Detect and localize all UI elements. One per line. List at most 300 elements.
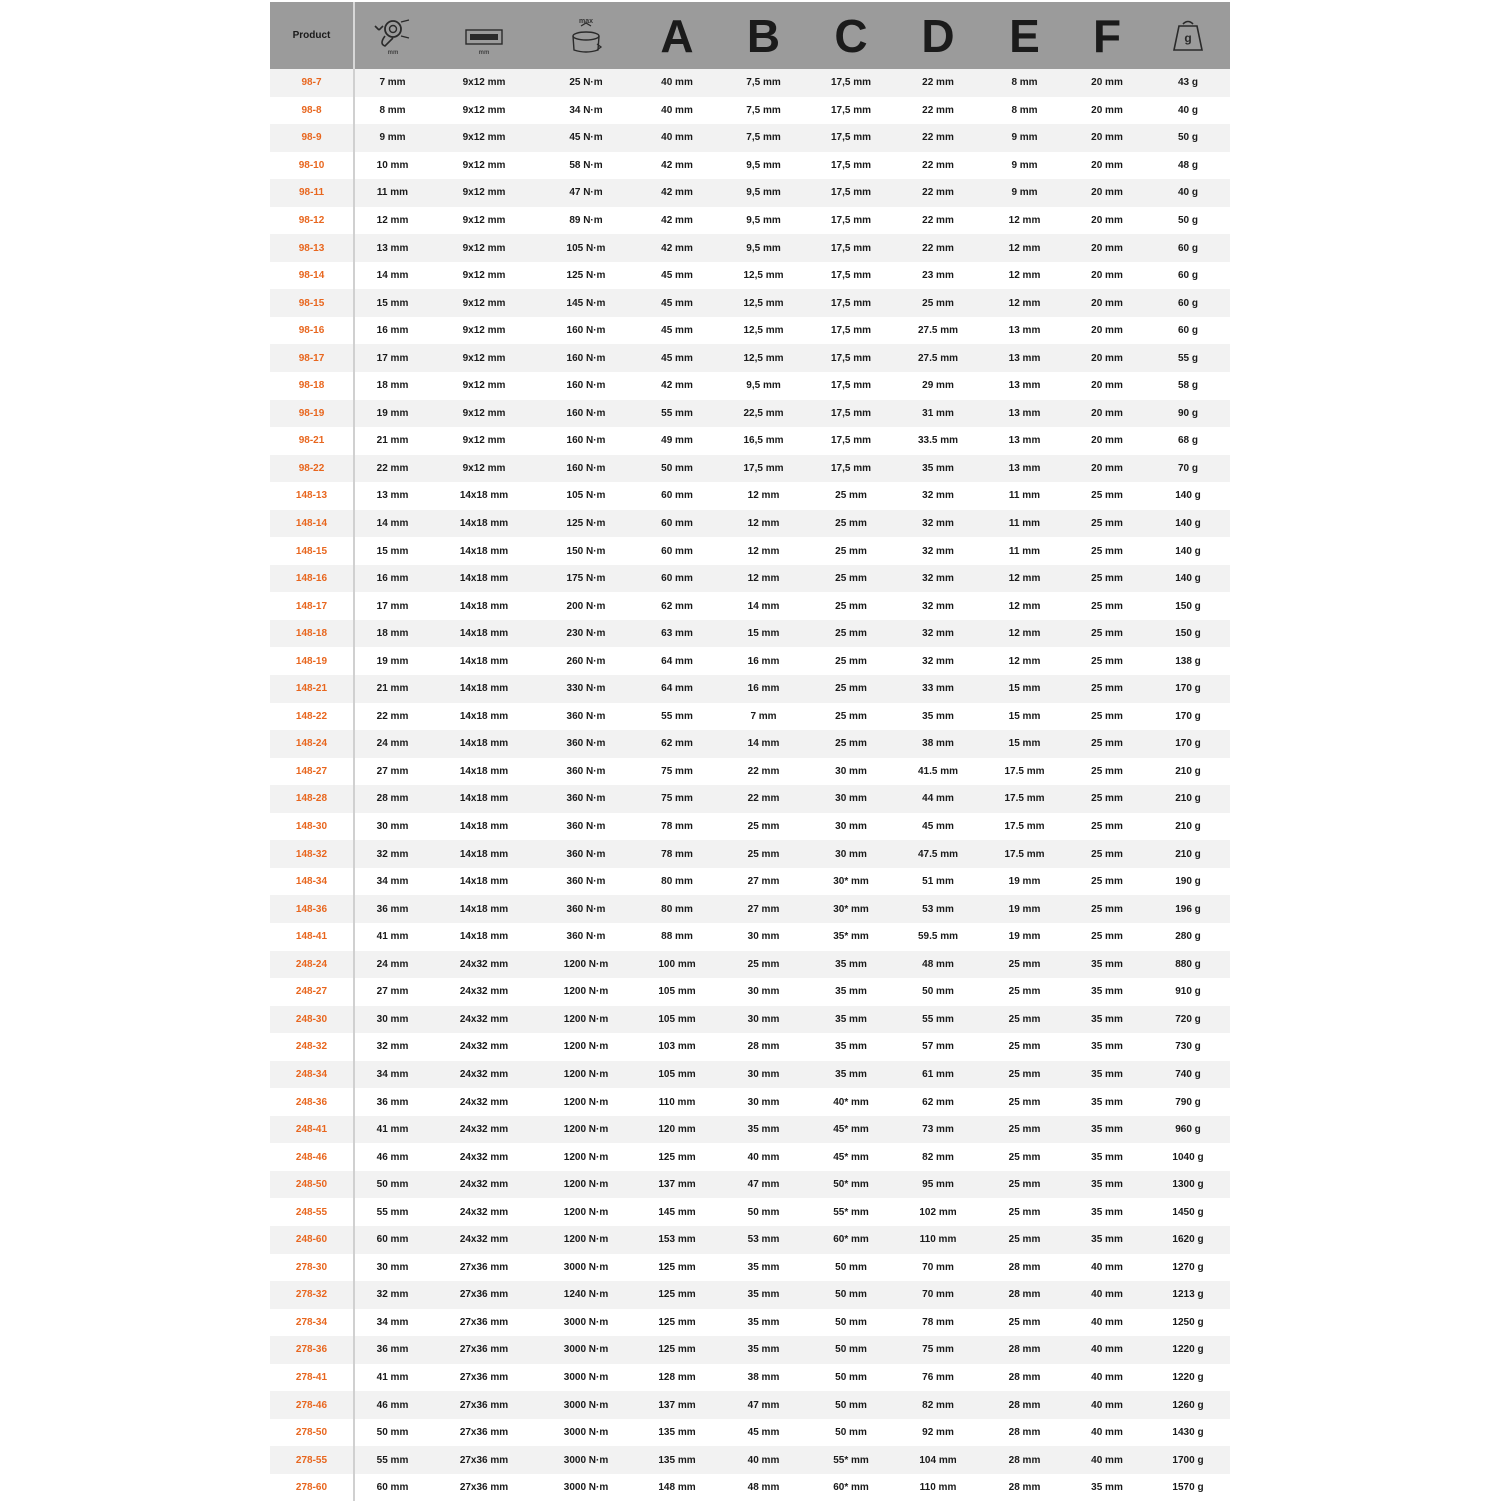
dim-e-cell: 28 mm — [1008, 1261, 1041, 1273]
square-drive-cell: 14x18 mm — [459, 793, 509, 805]
max-torque-cell: 160 N·m — [566, 435, 606, 447]
dim-a-cell: 40 mm — [661, 77, 693, 89]
dim-c-cell: 17,5 mm — [830, 242, 872, 254]
dim-c-cell: 17,5 mm — [830, 104, 872, 116]
dim-f-cell: 35 mm — [1091, 1234, 1123, 1246]
spec-table — [270, 2, 1231, 1501]
square-drive-cell: 24x32 mm — [459, 986, 509, 998]
square-drive-cell: 27x36 mm — [459, 1289, 509, 1301]
dim-c-cell: 50 mm — [835, 1344, 867, 1356]
table-row — [270, 537, 1230, 565]
dim-d-cell: 47.5 mm — [917, 848, 959, 860]
square-drive-cell: 9x12 mm — [462, 159, 506, 171]
product-code-cell: 278-55 — [270, 1446, 354, 1474]
product-code-cell: 148-17 — [270, 592, 354, 620]
max-torque-cell: 1200 N·m — [563, 1206, 609, 1218]
dim-b-cell: 30 mm — [747, 1013, 780, 1025]
dim-c-cell: 35 mm — [835, 1013, 867, 1025]
table-row — [270, 895, 1230, 923]
table-row — [270, 1171, 1230, 1199]
dim-f-cell: 35 mm — [1091, 1206, 1123, 1218]
drive-unit-label: mm — [478, 49, 490, 56]
dim-d-cell: 22 mm — [922, 104, 954, 116]
dim-c-cell: 25 mm — [835, 738, 867, 750]
table-body — [270, 69, 1230, 1501]
dim-f-cell: 20 mm — [1091, 77, 1123, 89]
column-header-c: C — [834, 9, 868, 62]
product-code-cell: 278-30 — [270, 1254, 354, 1282]
dim-a-cell: 100 mm — [658, 958, 696, 970]
dim-e-cell: 25 mm — [1008, 1041, 1041, 1053]
dim-e-cell: 12 mm — [1008, 655, 1041, 667]
dim-f-cell: 25 mm — [1091, 600, 1123, 612]
table-row — [270, 840, 1230, 868]
dim-d-cell: 110 mm — [919, 1482, 957, 1494]
max-torque-cell: 175 N·m — [566, 573, 606, 585]
dim-c-cell: 25 mm — [835, 683, 867, 695]
dim-b-cell: 38 mm — [747, 1371, 780, 1383]
table-row — [270, 592, 1230, 620]
dim-b-cell: 7,5 mm — [746, 104, 781, 116]
dim-f-cell: 25 mm — [1091, 931, 1123, 943]
table-row — [270, 455, 1230, 483]
dim-a-cell: 125 mm — [658, 1151, 696, 1163]
dim-f-cell: 35 mm — [1091, 1041, 1123, 1053]
dim-e-cell: 11 mm — [1008, 490, 1041, 502]
dim-d-cell: 32 mm — [922, 628, 954, 640]
max-torque-cell: 360 N·m — [566, 793, 606, 805]
dim-f-cell: 25 mm — [1091, 876, 1123, 888]
dim-e-cell: 25 mm — [1008, 1096, 1041, 1108]
dim-d-cell: 104 mm — [919, 1454, 957, 1466]
dim-c-cell: 35 mm — [835, 986, 867, 998]
dim-c-cell: 35 mm — [835, 1041, 867, 1053]
square-drive-cell: 14x18 mm — [459, 738, 509, 750]
opening-size-cell: 19 mm — [376, 655, 409, 667]
dim-a-cell: 60 mm — [661, 518, 693, 530]
dim-c-cell: 45* mm — [833, 1124, 869, 1136]
table-row — [270, 785, 1230, 813]
dim-b-cell: 12,5 mm — [743, 297, 784, 309]
opening-size-cell: 13 mm — [376, 490, 409, 502]
opening-size-cell: 16 mm — [376, 573, 409, 585]
dim-e-cell: 28 mm — [1008, 1482, 1041, 1494]
dim-f-cell: 25 mm — [1091, 738, 1123, 750]
dim-d-cell: 22 mm — [922, 77, 954, 89]
dim-e-cell: 25 mm — [1008, 1179, 1041, 1191]
table-row — [270, 1474, 1230, 1501]
dim-a-cell: 40 mm — [661, 132, 693, 144]
table-header — [270, 2, 1230, 69]
opening-unit-label: mm — [387, 49, 398, 56]
table-row — [270, 565, 1230, 593]
square-drive-cell: 14x18 mm — [459, 600, 509, 612]
max-torque-cell: 125 N·m — [566, 518, 606, 530]
dim-a-cell: 125 mm — [658, 1344, 696, 1356]
opening-size-cell: 41 mm — [376, 1371, 409, 1383]
dim-e-cell: 9 mm — [1011, 132, 1038, 144]
dim-d-cell: 70 mm — [922, 1289, 954, 1301]
dim-a-cell: 64 mm — [661, 655, 693, 667]
square-drive-cell: 14x18 mm — [459, 765, 509, 777]
square-drive-cell: 14x18 mm — [459, 655, 509, 667]
weight-cell: 1270 g — [1172, 1261, 1204, 1273]
weight-cell: 1220 g — [1172, 1371, 1204, 1383]
dim-f-cell: 35 mm — [1091, 1096, 1123, 1108]
dim-e-cell: 13 mm — [1008, 462, 1041, 474]
table-row — [270, 344, 1230, 372]
square-drive-cell: 24x32 mm — [459, 1013, 509, 1025]
weight-cell: 1570 g — [1172, 1482, 1204, 1494]
dim-e-cell: 19 mm — [1008, 876, 1041, 888]
dim-c-cell: 17,5 mm — [830, 325, 872, 337]
opening-size-cell: 19 mm — [376, 407, 409, 419]
dim-d-cell: 32 mm — [922, 573, 954, 585]
table-row — [270, 758, 1230, 786]
table-row — [270, 179, 1230, 207]
dim-a-cell: 42 mm — [661, 242, 693, 254]
table-row — [270, 1088, 1230, 1116]
dim-b-cell: 28 mm — [747, 1041, 780, 1053]
dim-c-cell: 30 mm — [835, 821, 867, 833]
dim-b-cell: 17,5 mm — [743, 462, 784, 474]
dim-c-cell: 50 mm — [835, 1399, 867, 1411]
product-code-cell: 148-16 — [270, 565, 354, 593]
table-row — [270, 813, 1230, 841]
product-code-cell: 148-34 — [270, 868, 354, 896]
dim-b-cell: 15 mm — [747, 628, 780, 640]
dim-e-cell: 12 mm — [1008, 297, 1041, 309]
dim-d-cell: 48 mm — [922, 958, 954, 970]
dim-b-cell: 22,5 mm — [743, 407, 784, 419]
dim-c-cell: 30 mm — [835, 848, 867, 860]
opening-size-cell: 34 mm — [376, 876, 409, 888]
product-code-cell: 278-34 — [270, 1309, 354, 1337]
max-torque-cell: 260 N·m — [566, 655, 606, 667]
weight-cell: 170 g — [1175, 683, 1201, 695]
dim-f-cell: 35 mm — [1091, 1013, 1123, 1025]
table-row — [270, 97, 1230, 125]
dim-b-cell: 25 mm — [747, 821, 780, 833]
dim-b-cell: 12 mm — [747, 545, 780, 557]
dim-b-cell: 12 mm — [747, 518, 780, 530]
square-drive-cell: 9x12 mm — [462, 352, 506, 364]
square-drive-cell: 9x12 mm — [462, 270, 506, 282]
dim-b-cell: 16 mm — [747, 655, 780, 667]
weight-cell: 210 g — [1175, 765, 1201, 777]
square-drive-cell: 9x12 mm — [462, 132, 506, 144]
product-code-cell: 98-18 — [270, 372, 354, 400]
max-torque-cell: 1200 N·m — [563, 1068, 609, 1080]
table-row — [270, 730, 1230, 758]
max-torque-cell: 125 N·m — [566, 270, 606, 282]
dim-b-cell: 22 mm — [747, 765, 780, 777]
dim-a-cell: 49 mm — [661, 435, 693, 447]
dim-d-cell: 44 mm — [922, 793, 954, 805]
max-torque-cell: 230 N·m — [566, 628, 606, 640]
dim-b-cell: 7 mm — [750, 710, 777, 722]
max-torque-cell: 1200 N·m — [563, 986, 609, 998]
weight-cell: 1700 g — [1172, 1454, 1204, 1466]
dim-e-cell: 19 mm — [1008, 931, 1041, 943]
dim-e-cell: 12 mm — [1008, 573, 1041, 585]
square-drive-cell: 14x18 mm — [459, 490, 509, 502]
dim-d-cell: 33 mm — [922, 683, 954, 695]
weight-cell: 43 g — [1177, 77, 1198, 89]
dim-f-cell: 25 mm — [1091, 655, 1123, 667]
dim-b-cell: 35 mm — [747, 1261, 780, 1273]
square-drive-cell: 9x12 mm — [462, 104, 506, 116]
square-drive-cell: 14x18 mm — [459, 545, 509, 557]
product-code-cell: 98-21 — [270, 427, 354, 455]
table-row — [270, 1143, 1230, 1171]
opening-size-cell: 55 mm — [376, 1206, 409, 1218]
max-torque-cell: 3000 N·m — [563, 1316, 609, 1328]
square-drive-cell: 24x32 mm — [459, 1124, 509, 1136]
table-row — [270, 1446, 1230, 1474]
dim-c-cell: 17,5 mm — [830, 380, 872, 392]
dim-c-cell: 50 mm — [835, 1289, 867, 1301]
dim-f-cell: 35 mm — [1091, 1068, 1123, 1080]
dim-b-cell: 25 mm — [747, 848, 780, 860]
table-row — [270, 124, 1230, 152]
square-drive-cell: 24x32 mm — [459, 1234, 509, 1246]
square-drive-cell: 27x36 mm — [459, 1316, 509, 1328]
product-code-cell: 148-36 — [270, 895, 354, 923]
dim-a-cell: 135 mm — [658, 1427, 696, 1439]
dim-a-cell: 60 mm — [661, 545, 693, 557]
table-row — [270, 1281, 1230, 1309]
dim-b-cell: 50 mm — [747, 1206, 780, 1218]
weight-cell: 170 g — [1175, 710, 1201, 722]
square-drive-cell: 14x18 mm — [459, 710, 509, 722]
square-drive-cell: 9x12 mm — [462, 187, 506, 199]
max-torque-cell: 3000 N·m — [563, 1399, 609, 1411]
dim-c-cell: 30 mm — [835, 765, 867, 777]
dim-a-cell: 80 mm — [661, 876, 693, 888]
weight-cell: 960 g — [1175, 1124, 1201, 1136]
weight-cell: 210 g — [1175, 848, 1201, 860]
dim-d-cell: 95 mm — [922, 1179, 954, 1191]
table-row — [270, 1033, 1230, 1061]
opening-size-cell: 27 mm — [376, 765, 409, 777]
max-torque-cell: 3000 N·m — [563, 1454, 609, 1466]
square-drive-cell: 24x32 mm — [459, 1068, 509, 1080]
weight-cell: 90 g — [1177, 407, 1198, 419]
weight-cell: 1430 g — [1172, 1427, 1204, 1439]
opening-size-cell: 36 mm — [376, 903, 409, 915]
dim-f-cell: 20 mm — [1091, 159, 1123, 171]
dim-c-cell: 25 mm — [835, 518, 867, 530]
opening-size-cell: 7 mm — [379, 77, 406, 89]
dim-c-cell: 45* mm — [833, 1151, 869, 1163]
max-torque-cell: 360 N·m — [566, 903, 606, 915]
opening-size-cell: 9 mm — [379, 132, 406, 144]
product-code-cell: 148-13 — [270, 482, 354, 510]
weight-cell: 280 g — [1175, 931, 1201, 943]
square-drive-cell: 9x12 mm — [462, 77, 506, 89]
dim-d-cell: 82 mm — [922, 1399, 954, 1411]
dim-c-cell: 17,5 mm — [830, 297, 872, 309]
dim-c-cell: 25 mm — [835, 600, 867, 612]
product-code-cell: 248-55 — [270, 1198, 354, 1226]
dim-e-cell: 8 mm — [1011, 104, 1038, 116]
dim-f-cell: 40 mm — [1091, 1261, 1123, 1273]
weight-cell: 140 g — [1175, 573, 1201, 585]
table-row — [270, 317, 1230, 345]
dim-b-cell: 35 mm — [747, 1316, 780, 1328]
dim-e-cell: 28 mm — [1008, 1399, 1041, 1411]
dim-b-cell: 14 mm — [747, 600, 780, 612]
weight-cell: 1620 g — [1172, 1234, 1204, 1246]
dim-e-cell: 12 mm — [1008, 215, 1041, 226]
dim-c-cell: 50 mm — [835, 1261, 867, 1273]
dim-e-cell: 12 mm — [1008, 270, 1041, 282]
max-torque-cell: 160 N·m — [566, 325, 606, 337]
dim-f-cell: 40 mm — [1091, 1316, 1123, 1328]
dim-c-cell: 60* mm — [833, 1234, 869, 1246]
square-drive-cell: 27x36 mm — [459, 1399, 509, 1411]
dim-f-cell: 35 mm — [1091, 1482, 1123, 1494]
dim-b-cell: 47 mm — [747, 1179, 780, 1191]
dim-b-cell: 12 mm — [747, 573, 780, 585]
max-torque-cell: 3000 N·m — [563, 1261, 609, 1273]
dim-d-cell: 32 mm — [922, 655, 954, 667]
table-row — [270, 675, 1230, 703]
dim-a-cell: 42 mm — [661, 187, 693, 199]
opening-size-cell: 18 mm — [376, 628, 409, 640]
dim-b-cell: 53 mm — [747, 1234, 780, 1246]
weight-cell: 48 g — [1177, 159, 1198, 171]
weight-cell: 1040 g — [1172, 1151, 1204, 1163]
weight-cell: 140 g — [1175, 518, 1201, 530]
dim-c-cell: 50 mm — [835, 1316, 867, 1328]
dim-e-cell: 12 mm — [1008, 628, 1041, 640]
dim-d-cell: 22 mm — [922, 215, 954, 226]
dim-b-cell: 12,5 mm — [743, 325, 784, 337]
table-row — [270, 703, 1230, 731]
dim-e-cell: 15 mm — [1008, 710, 1041, 722]
dim-d-cell: 57 mm — [922, 1041, 954, 1053]
opening-size-cell: 24 mm — [376, 738, 409, 750]
dim-b-cell: 9,5 mm — [746, 380, 781, 392]
square-drive-cell: 14x18 mm — [459, 931, 509, 943]
max-torque-cell: 200 N·m — [566, 600, 606, 612]
weight-cell: 170 g — [1175, 738, 1201, 750]
table-row — [270, 400, 1230, 428]
weight-cell: 1300 g — [1172, 1179, 1204, 1191]
dim-c-cell: 50 mm — [835, 1427, 867, 1439]
dim-c-cell: 35 mm — [835, 1068, 867, 1080]
dim-b-cell: 7,5 mm — [746, 132, 781, 144]
product-code-cell: 148-14 — [270, 510, 354, 538]
dim-d-cell: 41.5 mm — [917, 765, 959, 777]
opening-size-cell: 27 mm — [376, 986, 409, 998]
weight-cell: 40 g — [1177, 187, 1198, 199]
dim-d-cell: 31 mm — [922, 407, 954, 419]
dim-e-cell: 13 mm — [1008, 325, 1041, 337]
dim-c-cell: 25 mm — [835, 710, 867, 722]
dim-e-cell: 28 mm — [1008, 1427, 1041, 1439]
weight-cell: 790 g — [1175, 1096, 1201, 1108]
product-code-cell: 278-36 — [270, 1336, 354, 1364]
max-torque-cell: 3000 N·m — [563, 1482, 609, 1494]
dim-e-cell: 15 mm — [1008, 738, 1041, 750]
opening-size-cell: 30 mm — [376, 1013, 409, 1025]
dim-c-cell: 25 mm — [835, 490, 867, 502]
max-torque-cell: 105 N·m — [566, 490, 606, 502]
dim-a-cell: 64 mm — [661, 683, 693, 695]
dim-a-cell: 42 mm — [661, 380, 693, 392]
dim-a-cell: 45 mm — [661, 352, 693, 364]
square-drive-cell: 14x18 mm — [459, 573, 509, 585]
opening-size-cell: 21 mm — [376, 683, 409, 695]
dim-f-cell: 35 mm — [1091, 1151, 1123, 1163]
dim-e-cell: 25 mm — [1008, 1234, 1041, 1246]
product-code-cell: 248-27 — [270, 978, 354, 1006]
dim-b-cell: 22 mm — [747, 793, 780, 805]
opening-size-cell: 50 mm — [376, 1179, 409, 1191]
dim-b-cell: 9,5 mm — [746, 215, 781, 226]
dim-a-cell: 137 mm — [658, 1399, 696, 1411]
opening-size-cell: 17 mm — [376, 600, 409, 612]
dim-e-cell: 25 mm — [1008, 1068, 1041, 1080]
opening-size-cell: 60 mm — [376, 1482, 409, 1494]
dim-f-cell: 20 mm — [1091, 215, 1123, 226]
opening-size-cell: 60 mm — [376, 1234, 409, 1246]
dim-f-cell: 25 mm — [1091, 573, 1123, 585]
dim-c-cell: 17,5 mm — [830, 407, 872, 419]
dim-f-cell: 20 mm — [1091, 407, 1123, 419]
dim-d-cell: 70 mm — [922, 1261, 954, 1273]
dim-a-cell: 42 mm — [661, 215, 693, 226]
dim-b-cell: 27 mm — [747, 876, 780, 888]
table-row — [270, 1364, 1230, 1392]
dim-c-cell: 17,5 mm — [830, 77, 872, 89]
table-row — [270, 152, 1230, 180]
max-torque-cell: 25 N·m — [569, 77, 603, 89]
dim-e-cell: 28 mm — [1008, 1344, 1041, 1356]
dim-d-cell: 22 mm — [922, 159, 954, 171]
product-code-cell: 148-22 — [270, 703, 354, 731]
dim-c-cell: 17,5 mm — [830, 132, 872, 144]
product-code-cell: 248-41 — [270, 1116, 354, 1144]
dim-b-cell: 40 mm — [747, 1151, 780, 1163]
product-code-cell: 148-24 — [270, 730, 354, 758]
dim-f-cell: 20 mm — [1091, 132, 1123, 144]
max-torque-cell: 105 N·m — [566, 242, 606, 254]
dim-c-cell: 30 mm — [835, 793, 867, 805]
weight-cell: 1220 g — [1172, 1344, 1204, 1356]
square-drive-cell: 14x18 mm — [459, 683, 509, 695]
dim-a-cell: 78 mm — [661, 821, 693, 833]
dim-a-cell: 45 mm — [661, 270, 693, 282]
opening-size-cell: 18 mm — [376, 380, 409, 392]
weight-cell: 1260 g — [1172, 1399, 1204, 1411]
dim-a-cell: 40 mm — [661, 104, 693, 116]
dim-b-cell: 16 mm — [747, 683, 780, 695]
dim-c-cell: 17,5 mm — [830, 159, 872, 171]
table-row — [270, 69, 1230, 97]
weight-cell: 55 g — [1177, 352, 1198, 364]
dim-e-cell: 15 mm — [1008, 683, 1041, 695]
product-code-cell: 248-36 — [270, 1088, 354, 1116]
dim-e-cell: 13 mm — [1008, 380, 1041, 392]
product-code-cell: 98-10 — [270, 152, 354, 180]
square-drive-cell: 9x12 mm — [462, 325, 506, 337]
opening-size-cell: 14 mm — [376, 518, 409, 530]
square-drive-cell: 27x36 mm — [459, 1371, 509, 1383]
